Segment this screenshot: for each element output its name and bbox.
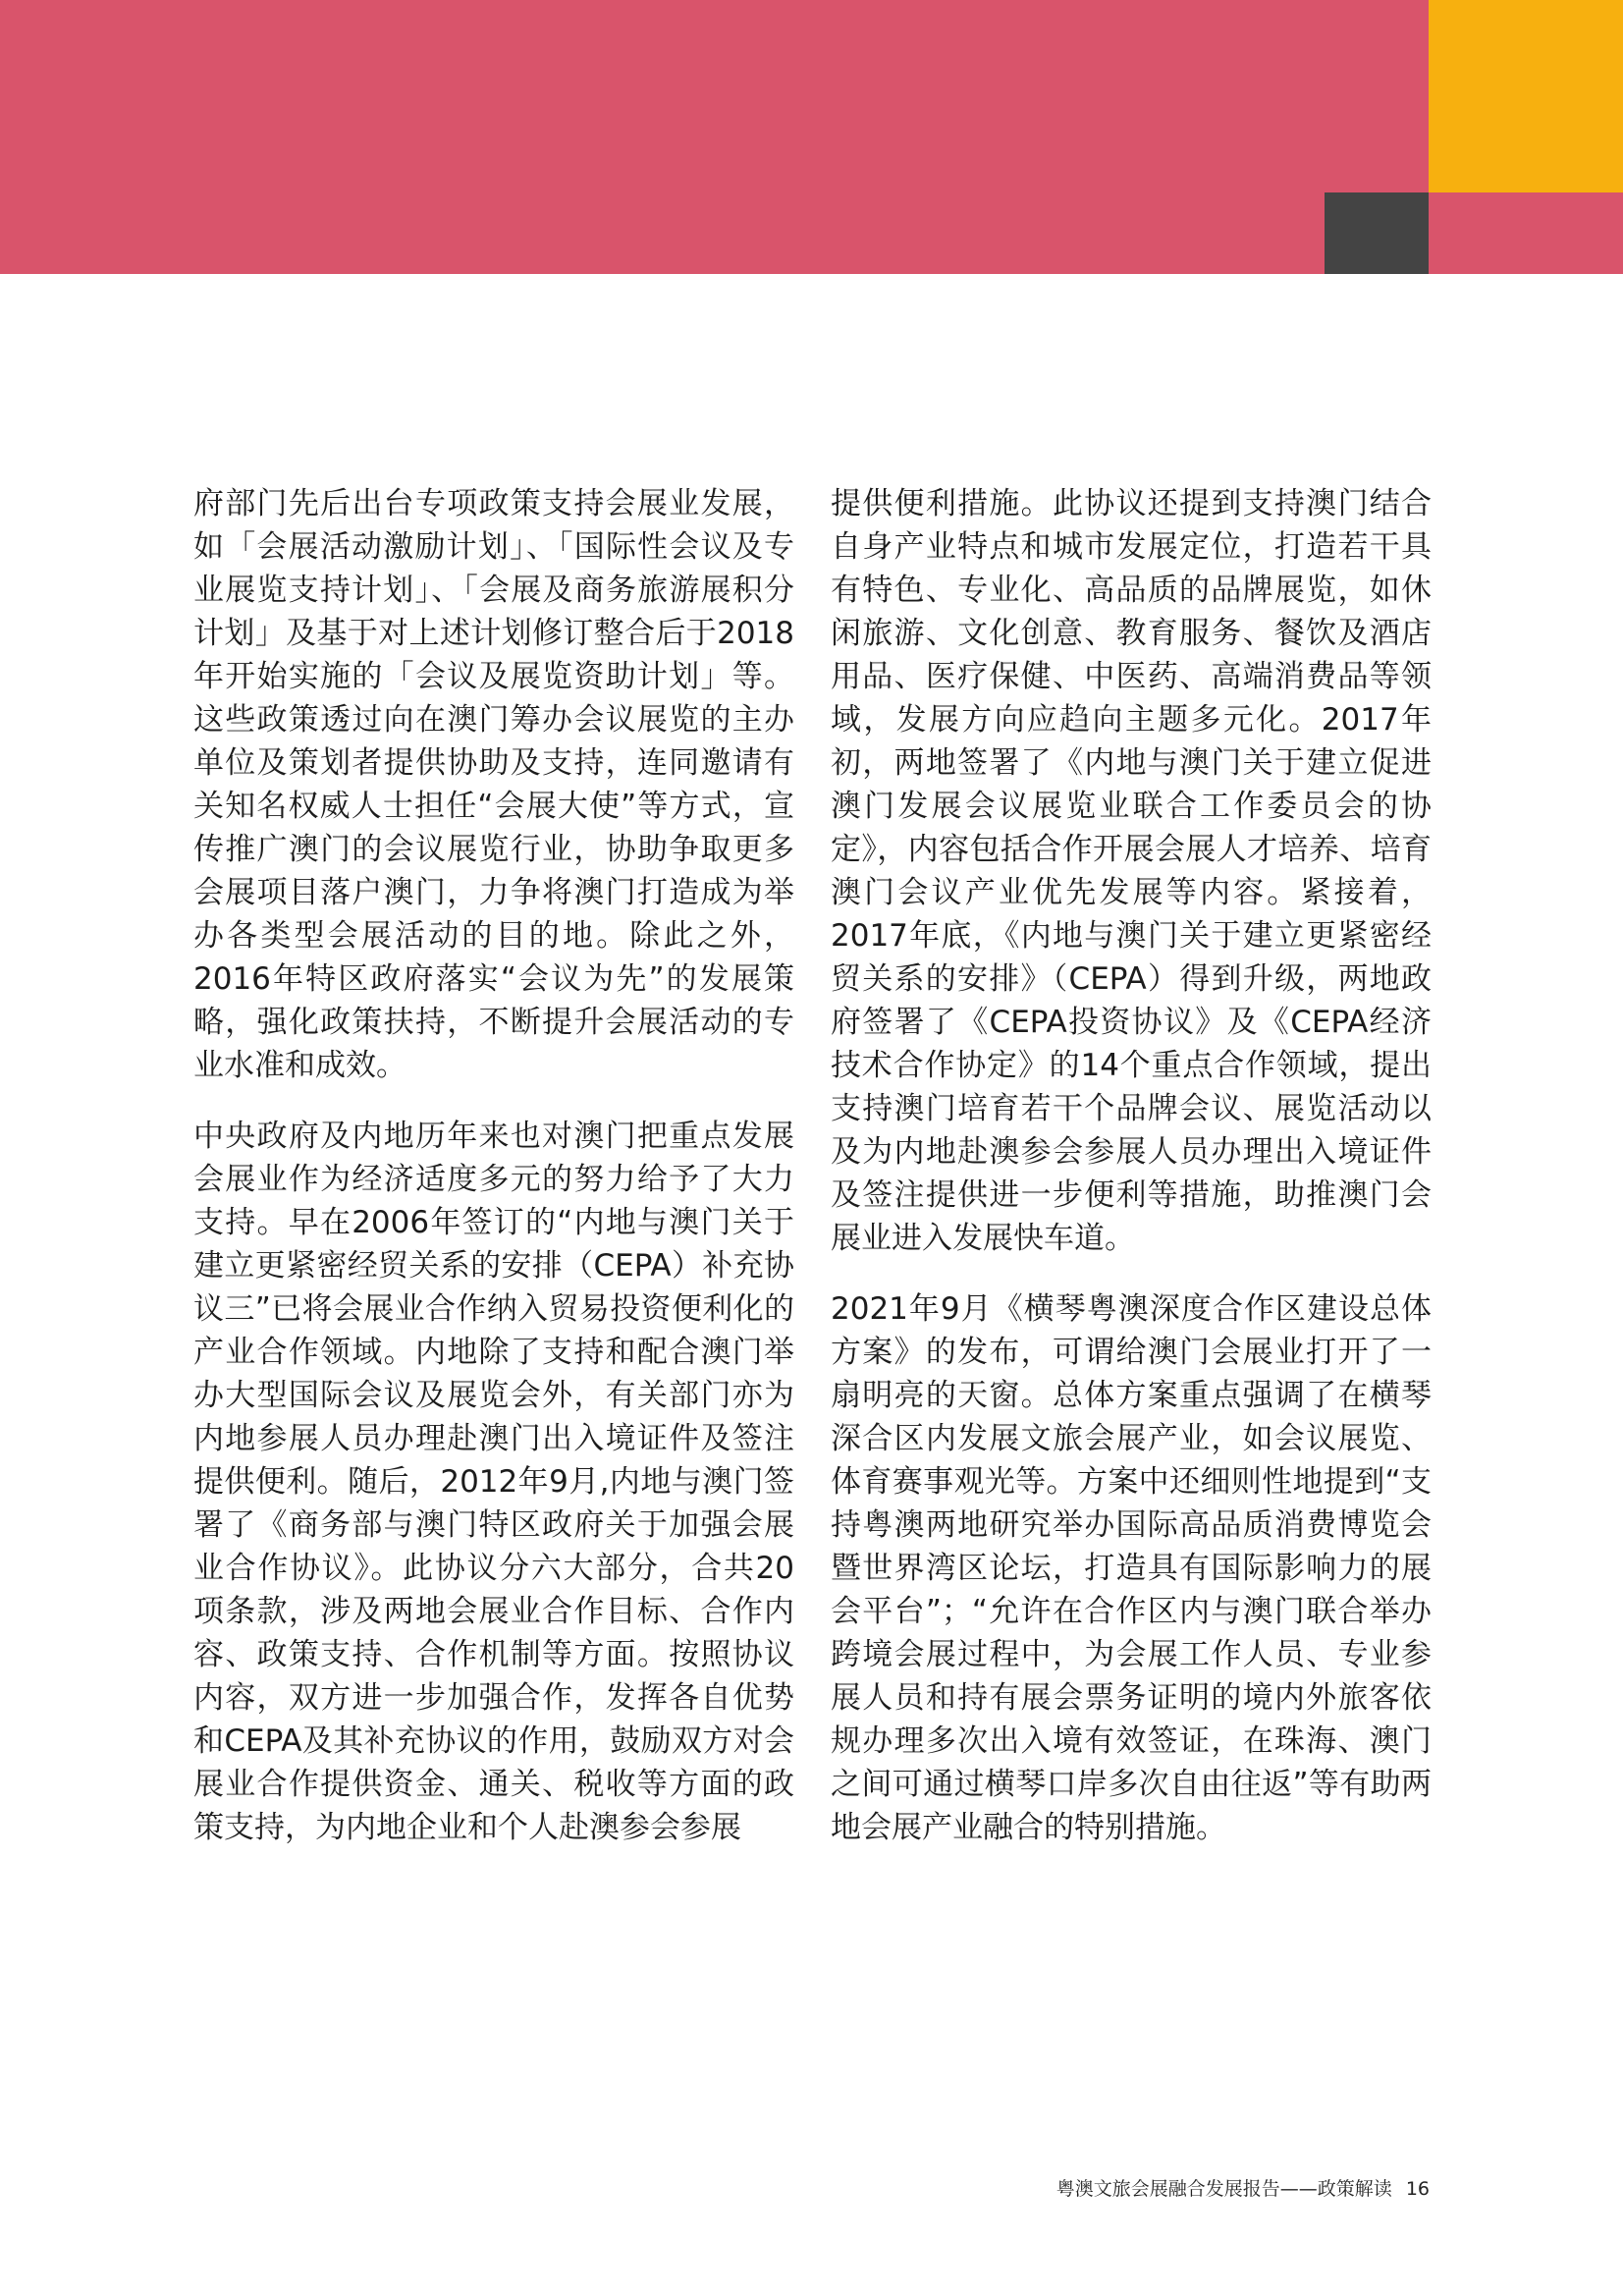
footer-title: 粤澳文旅会展融合发展报告——政策解读 [1055,2178,1392,2200]
text-column-right [831,482,1432,1877]
page-footer [1056,2174,1430,2201]
page-number: 16 [1405,2178,1430,2200]
text-column-left [193,482,794,1877]
paragraph: 2021年9月《横琴粤澳深度合作区建设总体方案》的发布，可谓给澳门会展业打开了一扇明亮的天窗。总体方案重点强调了在横琴深合区内发展文旅会展产业，如会议展览、体育赛事观光等。方案中还细则性地提到“支持粤澳两地研究举办国际高品质消费博览会暨世界湾区论坛，打造具有国际影响力的展会平台”；“允许在合作区内与澳门联合举办跨境会展过程中，为会展工作人员、专业参展人员和持有展会票务证明的境内外旅客依规办理多次出入境有效签证，在珠海、澳门之间可通过横琴口岸多次自由往返”等有助两地会展产业融合的特别措施。 [831,1291,1432,1845]
paragraph: 提供便利措施。此协议还提到支持澳门结合自身产业特点和城市发展定位，打造若干具有特色、专业化、高品质的品牌展览，如休闲旅游、文化创意、教育服务、餐饮及酒店用品、医疗保健、中医药、高端消费品等领域，发展方向应趋向主题多元化。2017年初，两地签署了《内地与澳门关于建立促进澳门发展会议展览业联合工作委员会的协定》，内容包括合作开展会展人才培养、培育澳门会议产业优先发展等内容。紧接着，2017年底，《内地与澳门关于建立更紧密经贸关系的安排》（CEPA）得到升级，两地政府签署了《CEPA投资协议》及《CEPA经济技术合作协定》的14个重点合作领域，提出支持澳门培育若干个品牌会议、展览活动以及为内地赴澳参会参展人员办理出入境证件及签注提供进一步便利等措施，助推澳门会展业进入发展快车道。 [831,486,1432,1256]
accent-block-gray [1325,192,1429,274]
accent-block-yellow [1429,0,1623,192]
paragraph: 中央政府及内地历年来也对澳门把重点发展会展业作为经济适度多元的努力给予了大力支持。早在2006年签订的“内地与澳门关于建立更紧密经贸关系的安排（CEPA）补充协议三”已将会展业合作纳入贸易投资便利化的产业合作领域。内地除了支持和配合澳门举办大型国际会议及展览会外，有关部门亦为内地参展人员办理赴澳门出入境证件及签注提供便利。随后，2012年9月,内地与澳门签署了《商务部与澳门特区政府关于加强会展业合作协议》。此协议分六大部分，合共20项条款，涉及两地会展业合作目标、合作内容、政策支持、合作机制等方面。按照协议内容，双方进一步加强合作，发挥各自优势和CEPA及其补充协议的作用，鼓励双方对会展业合作提供资金、通关、税收等方面的政策支持，为内地企业和个人赴澳参会参展 [193,1119,794,1845]
paragraph: 府部门先后出台专项政策支持会展业发展，如「会展活动激励计划」、「国际性会议及专业展览支持计划」、「会展及商务旅游展积分计划」及基于对上述计划修订整合后于2018年开始实施的「会议及展览资助计划」等。这些政策透过向在澳门筹办会议展览的主办单位及策划者提供协助及支持，连同邀请有关知名权威人士担任“会展大使”等方式，宣传推广澳门的会议展览行业，协助争取更多会展项目落户澳门，力争将澳门打造成为举办各类型会展活动的目的地。除此之外，2016年特区政府落实“会议为先”的发展策略，强化政策扶持，不断提升会展活动的专业水准和成效。 [193,486,794,1083]
